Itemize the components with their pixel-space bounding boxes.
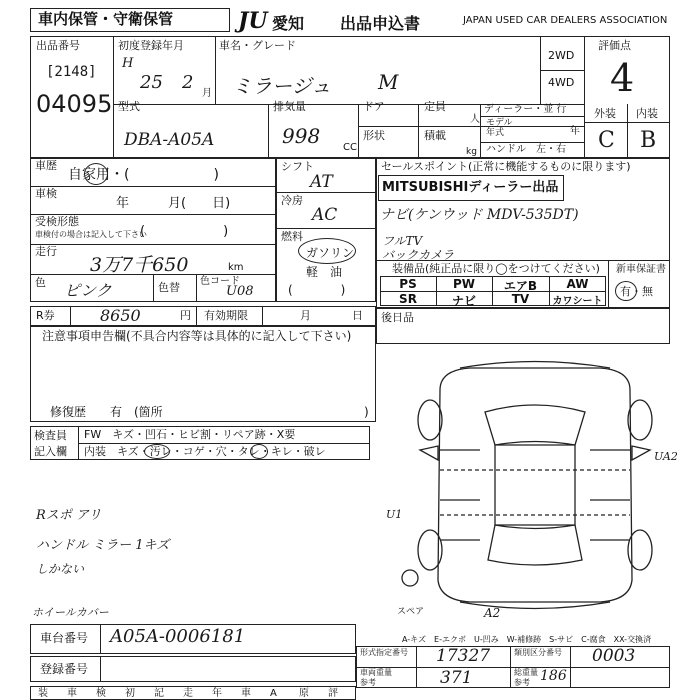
gasoline-circle [298, 238, 356, 264]
footer-cell: 装 [38, 688, 48, 699]
displacement-value: 998 [282, 124, 321, 148]
equipment-aw: AW [566, 277, 589, 291]
total-weight-label: 総重量 参考 [514, 668, 538, 687]
color-code-label: 色コード [200, 276, 240, 287]
category-no-label: 類別区分番号 [514, 648, 562, 657]
repair-history: 修復歴 有 (箇所 [50, 405, 163, 419]
exterior-label: 外装 [594, 107, 616, 120]
shaken-value: 年 月( 日) [116, 196, 231, 211]
ju-logo: JU [238, 8, 268, 34]
recycle-fee: 8650 [100, 306, 141, 325]
rear-window [488, 525, 582, 565]
footer-cell: 年 [212, 688, 222, 699]
equipment-sr: SR [399, 292, 417, 306]
ac-value: AC [312, 205, 338, 225]
total-weight-value: 186 [540, 668, 567, 684]
equipment-navi: ナビ [451, 294, 476, 308]
4wd-label: 4WD [548, 76, 575, 89]
footer-cell: 走 [183, 688, 193, 699]
shape-label: 形状 [363, 129, 385, 142]
listing-no-label: 出品番号 [36, 39, 80, 52]
front-right-wheel [628, 400, 652, 440]
cc-label: CC [343, 142, 357, 153]
sag-circle [250, 444, 268, 459]
inspection-label: 受検形態 [35, 215, 79, 228]
recycle-label: R券 [36, 309, 55, 322]
diagram-dashes [440, 470, 630, 515]
rear-item-label: 後日品 [381, 311, 414, 324]
diagram-mark-ua2: UA2 [654, 450, 678, 463]
history-label: 車歴 [35, 159, 57, 172]
footer-cell: 初 [125, 688, 135, 699]
mitsubishi-label: MITSUBISHIディーラー出品 [382, 180, 559, 195]
selling-points-label: セールスポイント(正常に機能するものに限ります) [381, 160, 631, 173]
rating-label: 評価点 [598, 39, 631, 52]
note-1: Rスポ アリ [36, 508, 102, 523]
damage-legend: A-キズ E-エクボ U-凹み W-補修跡 S-サビ C-腐食 XX-交換済 [402, 635, 652, 644]
year-unit: 年 [570, 126, 580, 137]
exterior-value: C [598, 128, 615, 153]
doors-label: ドア [363, 100, 385, 113]
equipment-ps: PS [399, 277, 417, 291]
fuel-paren: ( ) [288, 283, 346, 297]
weight-label: 車両重量 参考 [360, 668, 392, 687]
color-label: 色 [35, 276, 46, 289]
front-left-wheel [418, 400, 442, 440]
footer-cell: 車 [241, 688, 251, 699]
repair-history-close: ) [364, 405, 369, 419]
mileage-value: 3万7千650 [90, 254, 189, 276]
car-body-outline [438, 368, 632, 602]
right-doors [590, 450, 630, 540]
shaken-label: 車検 [35, 187, 57, 200]
equipment-airbag: エアB [503, 279, 538, 293]
selling-point-2: フルTV [382, 234, 423, 248]
warranty-options: 有・無 [620, 285, 653, 298]
inspection-note: 車検付の場合は記入して下さい [35, 230, 147, 239]
selling-point-1: ナビ(ケンウッド MDV-535DT) [380, 207, 579, 223]
ac-label: 冷房 [281, 194, 303, 207]
recycle-row [30, 306, 376, 326]
note-4: ホイールカバー [32, 606, 109, 619]
weight-value: 371 [440, 668, 473, 688]
color-change-label: 色替 [158, 281, 180, 294]
model-type-value: DBA-A05A [124, 130, 215, 150]
entry-label: 記入欄 [34, 445, 67, 458]
type-designation-label: 形式指定番号 [360, 648, 408, 657]
footer-cell: A [270, 688, 277, 699]
footer-cell: 記 [154, 688, 164, 699]
spare-tire [402, 570, 418, 586]
selling-point-3: バックカメラ [382, 248, 455, 262]
chassis-label: 車台番号 [40, 631, 89, 645]
model-grade-label: 車名・グレード [219, 39, 296, 52]
listing-number: 04095 [36, 90, 113, 118]
color-value: ピンク [64, 281, 112, 300]
new-warranty-label: 新車保証書 [616, 264, 666, 275]
warranty-yes-circle [615, 281, 637, 301]
left-doors [440, 450, 480, 540]
model-type-label: 型式 [118, 100, 140, 113]
persons-label: 人 [470, 114, 480, 125]
diagram-mark-a2: A2 [484, 606, 501, 620]
spare-label: スペア [397, 607, 425, 617]
org-name: 愛知 [272, 14, 305, 33]
rear-item-box [376, 308, 670, 344]
month-label: 月 [300, 309, 311, 322]
kg-label: kg [466, 147, 477, 157]
shift-label: シフト [281, 160, 314, 173]
inspector-label: 検査員 [34, 429, 67, 442]
model-year-label: モデル 年式 [486, 118, 513, 138]
reg-year: 25 [140, 72, 163, 93]
front-bumper [460, 362, 610, 369]
note-2: ハンドル ミラー 1キズ [36, 538, 170, 553]
fuel-options: ガソリン 軽 油 [306, 246, 355, 279]
mileage-label: 走行 [35, 245, 57, 258]
equipment-tv: TV [511, 292, 530, 306]
reg-era: H [122, 56, 134, 71]
chassis-number: A05A-0006181 [110, 626, 246, 647]
storage-title: 車内保管・守衛保管 [38, 10, 174, 28]
load-label: 積載 [424, 129, 446, 142]
dealer-parallel-label: ディーラー・並 行 [484, 104, 567, 115]
day-label: 日 [352, 309, 363, 322]
car-diagram [400, 350, 670, 620]
grade: M [378, 70, 399, 94]
note-3: しかない [36, 562, 85, 576]
org-english: JAPAN USED CAR DEALERS ASSOCIATION [463, 15, 668, 26]
diagram-mark-u1: U1 [386, 508, 403, 521]
model-name: ミラージュ [232, 74, 332, 98]
expiry-label: 有効期限 [204, 309, 248, 322]
equipment-leather-seat: カワシート [552, 296, 603, 307]
reg-label: 登録番号 [40, 662, 89, 676]
windshield [485, 405, 585, 445]
equipment-pw: PW [452, 277, 476, 291]
footer-cell: 検 [96, 688, 106, 699]
left-mirror [420, 446, 438, 460]
type-designation-value: 17327 [436, 646, 491, 666]
fuel-label: 燃料 [281, 230, 303, 243]
displacement-label: 排気量 [273, 100, 306, 113]
reg-month: 2 [182, 72, 194, 93]
reg-month-unit: 月 [202, 88, 212, 99]
inspection-paren: ( ) [140, 224, 229, 239]
roof [495, 445, 575, 525]
rear-bumper [460, 602, 610, 609]
stain-circle [144, 444, 170, 459]
private-use-circle [84, 163, 108, 185]
fw-line: FW キズ・凹石・ヒビ割・リペア跡・X要 [84, 428, 296, 441]
interior-label: 内装 [636, 107, 658, 120]
rating-value: 4 [610, 56, 635, 100]
interior-line: 内装 キズ・汚レ・コゲ・穴・タレ・キレ・破レ [84, 445, 326, 458]
capacity-label: 定員 [424, 100, 446, 113]
footer-cell: 車 [67, 688, 77, 699]
handle-label: ハンドル 左・右 [486, 144, 566, 155]
history-value: 自家用・( ) [68, 167, 219, 183]
2wd-label: 2WD [548, 49, 575, 62]
notes-header: 注意事項申告欄(不具合内容等は具体的に記入して下さい) [42, 329, 352, 343]
km-label: km [228, 262, 244, 273]
lot-number: [2148] [46, 64, 97, 80]
yen-label: 円 [180, 309, 191, 322]
form-title: 出品申込書 [340, 14, 421, 33]
category-no-value: 0003 [592, 646, 636, 666]
footer-cell: 原 [299, 688, 309, 699]
interior-value: B [640, 128, 657, 153]
first-reg-label: 初度登録年月 [118, 39, 184, 52]
shift-value: AT [310, 172, 333, 192]
equipment-label: 装備品(純正品に限り◯をつけてください) [392, 262, 600, 275]
footer-cell: 評 [328, 688, 338, 699]
right-mirror [632, 446, 650, 460]
color-code-value: U08 [226, 284, 254, 299]
